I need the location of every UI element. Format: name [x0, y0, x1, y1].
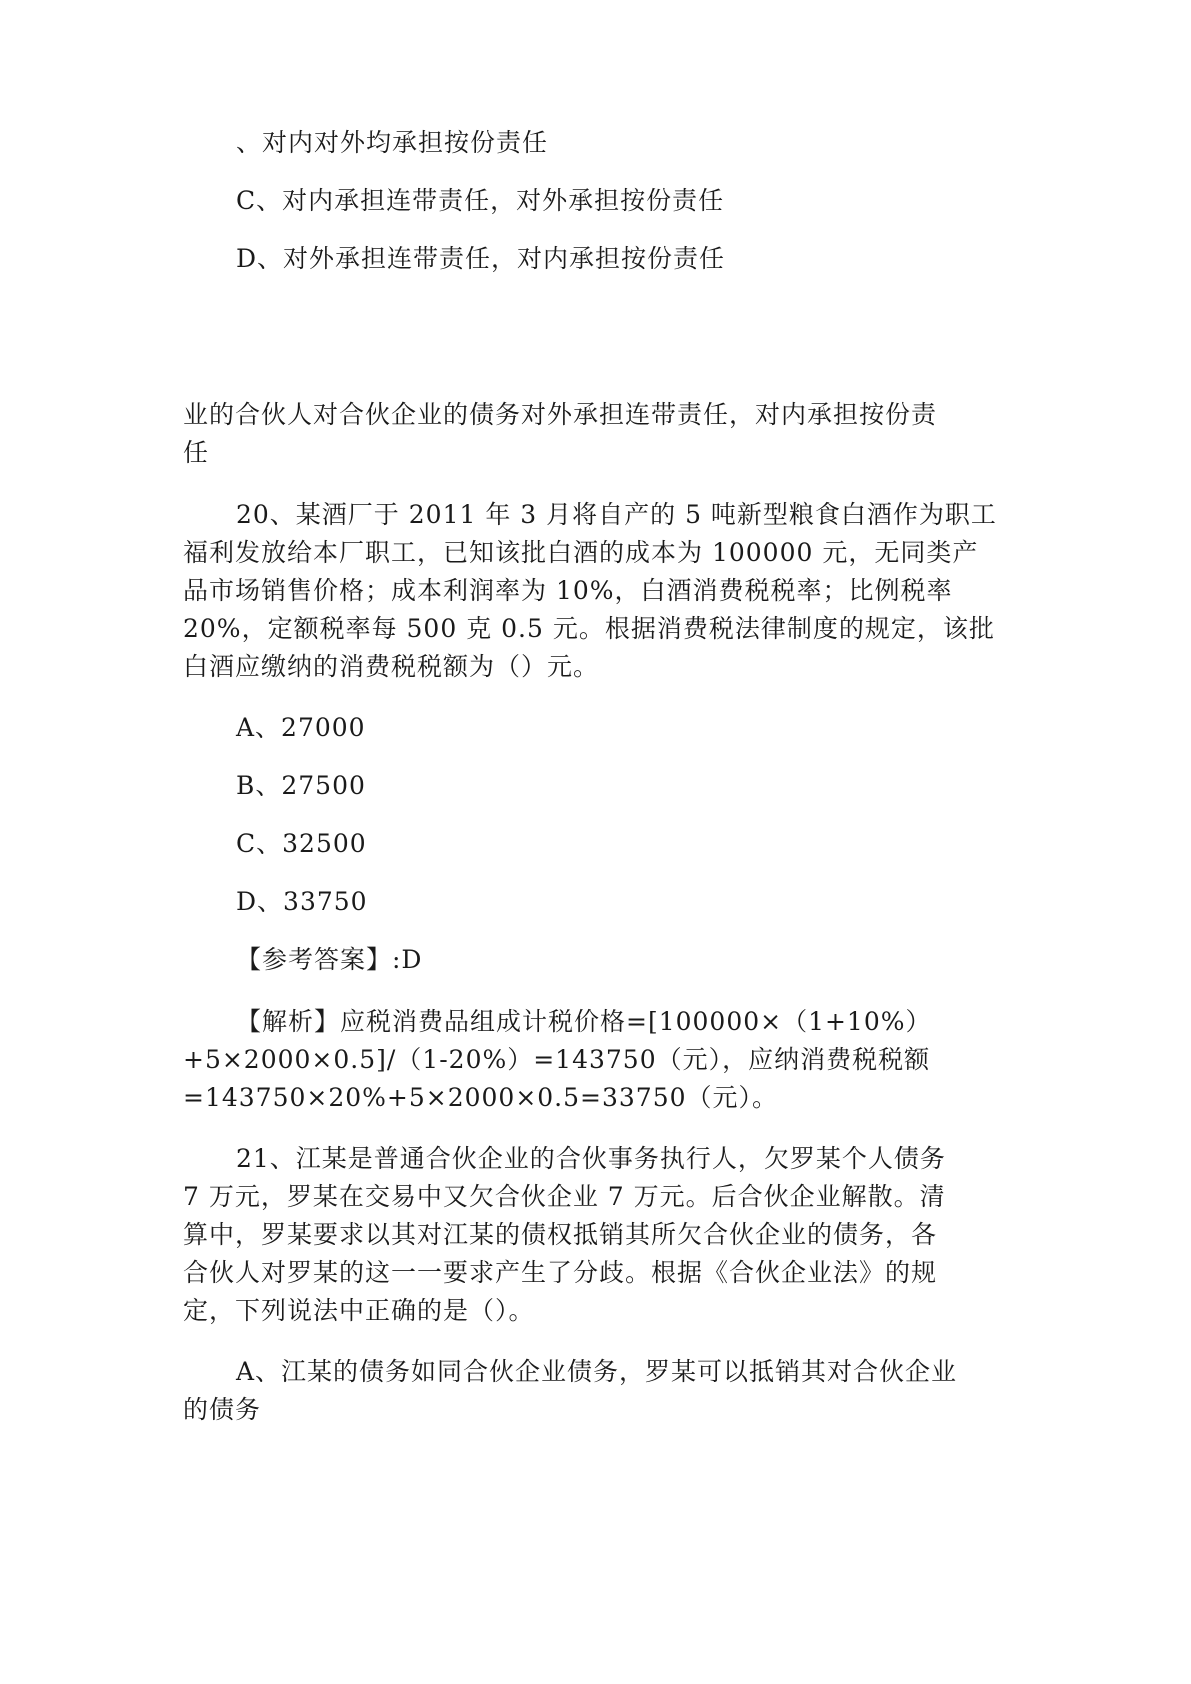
question-21-option-a: A、江某的债务如同合伙企业债务，罗某可以抵销其对合伙企业 — [236, 1357, 958, 1386]
question-21-option-a: 的债务 — [183, 1395, 262, 1424]
question-21-stem-line: 定，下列说法中正确的是（）。 — [183, 1296, 535, 1325]
question-20-stem-line: 福利发放给本厂职工，已知该批白酒的成本为 100000 元，无同类产 — [183, 538, 979, 567]
analysis-line: 任 — [183, 438, 210, 467]
question-20-option-d: D、33750 — [236, 887, 368, 916]
question-20-stem-line: 20%，定额税率每 500 克 0.5 元。根据消费税法律制度的规定，该批 — [183, 614, 995, 643]
question-20-analysis-line: =143750×20%+5×2000×0.5=33750（元）。 — [183, 1083, 779, 1112]
question-20-analysis-line: +5×2000×0.5]/（1-20%）=143750（元），应纳消费税税额 — [183, 1045, 931, 1074]
option-b: 、对内对外均承担按份责任 — [236, 128, 549, 157]
question-21-stem-line: 7 万元，罗某在交易中又欠合伙企业 7 万元。后合伙企业解散。清 — [183, 1182, 946, 1211]
option-c: C、对内承担连带责任，对外承担按份责任 — [236, 186, 725, 215]
question-21-stem-line: 合伙人对罗某的这一一要求产生了分歧。根据《合伙企业法》的规 — [183, 1258, 938, 1287]
question-20-stem-line: 20、某酒厂于 2011 年 3 月将自产的 5 吨新型粮食白酒作为职工 — [236, 500, 997, 529]
question-20-option-c: C、32500 — [236, 829, 367, 858]
question-21-stem-line: 21、江某是普通合伙企业的合伙事务执行人，欠罗某个人债务 — [236, 1144, 946, 1173]
question-20-option-b: B、27500 — [236, 771, 366, 800]
analysis-line: 业的合伙人对合伙企业的债务对外承担连带责任，对内承担按份责 — [183, 400, 938, 429]
question-21-stem-line: 算中，罗某要求以其对江某的债权抵销其所欠合伙企业的债务，各 — [183, 1220, 938, 1249]
question-20-stem-line: 白酒应缴纳的消费税税额为（）元。 — [183, 652, 600, 681]
question-20-option-a: A、27000 — [236, 713, 366, 742]
question-20-analysis-line: 【解析】应税消费品组成计税价格=[100000×（1+10%） — [236, 1007, 932, 1036]
option-d: D、对外承担连带责任，对内承担按份责任 — [236, 244, 726, 273]
question-20-stem-line: 品市场销售价格；成本利润率为 10%，白酒消费税税率；比例税率 — [183, 576, 953, 605]
question-20-answer: 【参考答案】:D — [236, 945, 423, 974]
